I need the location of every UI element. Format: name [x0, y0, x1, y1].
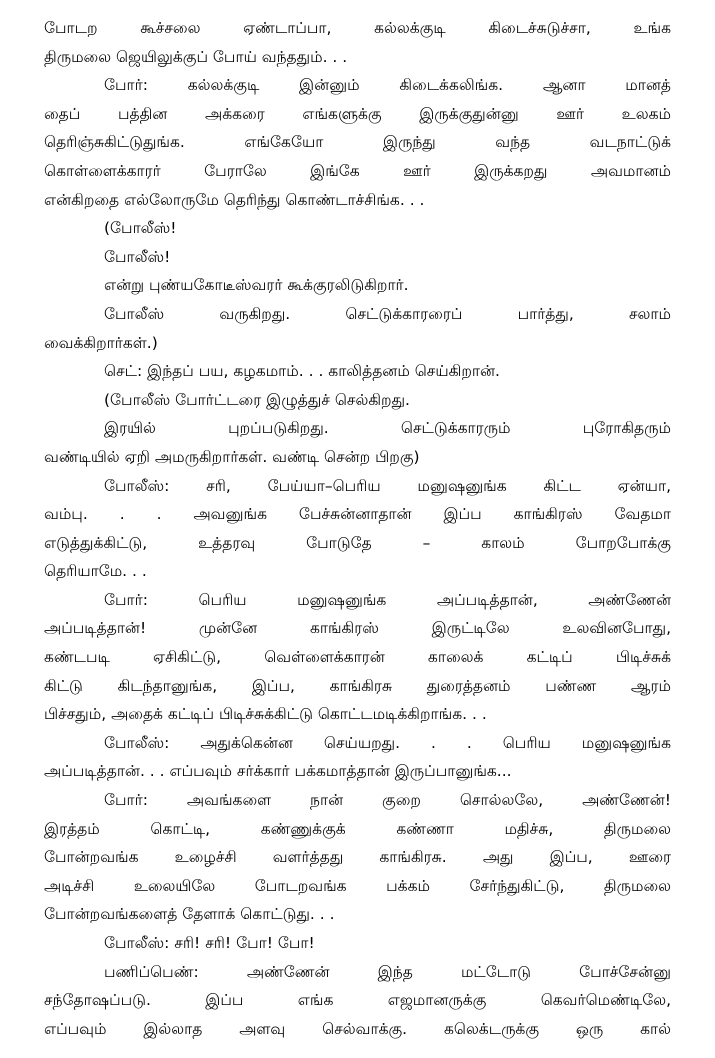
text-line: திருமலை ஜெயிலுக்குப் போய் வந்ததும். . .	[44, 47, 348, 66]
paragraph	[44, 929, 671, 958]
text-line: இரயில் புறப்படுகிறது. செட்டுக்காரரும் புரோகிதரும்	[104, 419, 671, 438]
text-line: போன்றவங்களைத் தேளாக் கொட்டுது. . .	[44, 905, 335, 924]
paragraph	[44, 214, 671, 243]
paragraph	[44, 729, 671, 786]
text-line: போலீஸ்: சரி! சரி! போ! போ!	[104, 934, 315, 952]
text-line: போலீஸ்: சரி, பேய்யா–பெரிய மனுஷனுங்க கிட்ட ஏன்யா,	[104, 476, 671, 495]
paragraph	[44, 14, 671, 71]
text-line: போலீஸ்: அதுக்கென்ன செய்யறது. . . பெரிய மனுஷனுங்க	[104, 733, 671, 752]
text-line: வண்டியில் ஏறி அமருகிறார்கள். வண்டி சென்ற பிறகு)	[44, 447, 420, 466]
text-line: தெரிஞ்சுகிட்டுதுங்க. எங்கேயோ இருந்து வந்த வடநாட்டுக்	[44, 133, 671, 152]
text-line: போடற கூச்சலை ஏண்டாப்பா, கல்லக்குடி கிடைச்சுடுச்சா, உங்க	[44, 19, 671, 37]
text-line: எடுத்துக்கிட்டு, உத்தரவு போடுதே – காலம் போறபோக்கு	[44, 533, 671, 552]
paragraph	[44, 958, 671, 1044]
paragraph	[44, 414, 671, 471]
text-line: கிட்டு கிடந்தானுங்க, இப்ப, காங்கிரசு துரைத்தனம் பண்ண ஆரம்	[44, 676, 671, 695]
paragraph	[44, 71, 671, 214]
text-line: தைப் பத்தின அக்கரை எங்களுக்கு இருக்குதுன்னு ஊர் உலகம்	[44, 104, 671, 123]
text-line: அப்படித்தான். . . எப்பவும் சர்க்கார் பக்கமாத்தான் இருப்பானுங்க...	[44, 762, 512, 781]
paragraph	[44, 271, 671, 300]
text-line: சந்தோஷப்படு. இப்ப எங்க எஜமானருக்கு கெவர்மெண்டிலே,	[44, 991, 671, 1010]
text-line: வைக்கிறார்கள்.)	[44, 333, 158, 352]
paragraph	[44, 786, 671, 929]
text-line: வம்பு. . . அவனுங்க பேச்சுன்னாதான் இப்ப காங்கிரஸ் வேதமா	[44, 505, 671, 524]
text-line: போர்: கல்லக்குடி இன்னும் கிடைக்கலிங்க. ஆனா மானத்	[104, 76, 671, 95]
text-line: இரத்தம் கொட்டி, கண்ணுக்குக் கண்ணா மதிச்சு, திருமலை	[44, 819, 671, 838]
text-line: அடிச்சி உலையிலே போடறவங்க பக்கம் சேர்ந்துகிட்டு, திருமலை	[44, 876, 671, 895]
text-line: போலீஸ் வருகிறது. செட்டுக்காரரைப் பார்த்து, சலாம்	[104, 304, 671, 323]
text-line: செட்: இந்தப் பய, கழகமாம். . . காலித்தனம் செய்கிறான்.	[104, 362, 500, 381]
text-line: போர்: பெரிய மனுஷனுங்க அப்படித்தான், அண்ணேன்	[104, 590, 671, 609]
paragraph	[44, 357, 671, 386]
paragraph	[44, 243, 671, 272]
text-line: பிச்சதும், அதைக் கட்டிப் பிடிச்சுக்கிட்டு கொட்டமடிக்கிறாங்க. . .	[44, 705, 487, 724]
paragraph	[44, 586, 671, 729]
paragraph	[44, 386, 671, 415]
text-line: போன்றவங்க உழைச்சி வளர்த்தது காங்கிரசு. அது இப்ப, ஊரை	[44, 848, 671, 867]
text-line: கொள்ளைக்காரர் பேராலே இங்கே ஊர் இருக்கறது அவமானம்	[44, 161, 671, 180]
text-line: கண்டபடி ஏசிகிட்டு, வெள்ளைக்காரன் காலைக் கட்டிப் பிடிச்சுக்	[44, 648, 671, 667]
paragraph	[44, 300, 671, 357]
text-line: தெரியாமே. . .	[44, 562, 147, 581]
text-line: போலீஸ்!	[104, 247, 171, 266]
text-line: பணிப்பெண்: அண்ணேன் இந்த மட்டோடு போச்சேன்னு	[104, 962, 671, 981]
text-line: என்கிறதை எல்லோருமே தெரிந்து கொண்டாச்சிங்க. . .	[44, 190, 425, 209]
text-line: என்று புண்யகோடீஸ்வரர் கூக்குரலிடுகிறார்.	[104, 276, 409, 295]
text-line: (போலீஸ் போர்ட்டரை இழுத்துச் செல்கிறது.	[104, 390, 410, 409]
text-line: (போலீஸ்!	[104, 219, 177, 238]
paragraph	[44, 472, 671, 586]
text-line: அப்படித்தான்! முன்னே காங்கிரஸ் இருட்டிலே உலவினபோது,	[44, 619, 671, 638]
text-line: எப்பவும் இல்லாத அளவு செல்வாக்கு. கலெக்டருக்கு ஒரு கால்	[44, 1019, 671, 1038]
text-line: போர்: அவங்களை நான் குறை சொல்லலே, அண்ணேன்!	[104, 791, 671, 810]
